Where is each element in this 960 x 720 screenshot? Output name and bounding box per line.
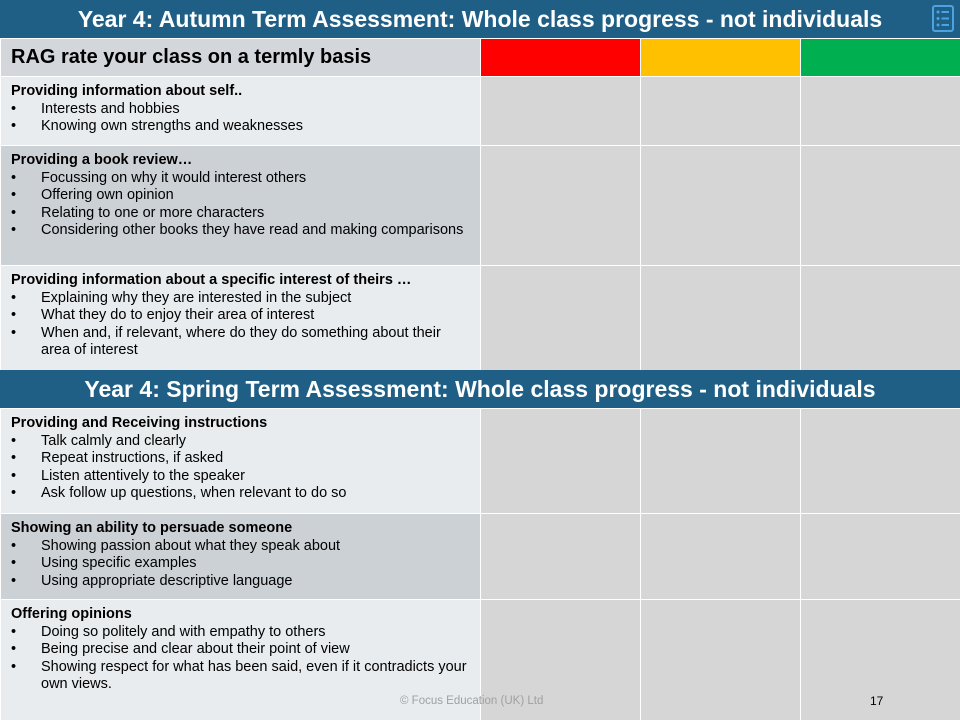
- rag-header-row: [1, 39, 960, 77]
- rating-cell-amber[interactable]: [641, 77, 801, 146]
- autumn-assessment-table: [0, 38, 960, 371]
- criteria-list: [11, 170, 470, 240]
- list-item: • Listen attentively to the speaker: [11, 468, 470, 486]
- rating-cell-red[interactable]: [481, 146, 641, 266]
- page-number: 17: [870, 694, 884, 708]
- list-item: • Using appropriate descriptive language: [11, 573, 470, 591]
- list-item: • When and, if relevant, where do they do something about their area of interest: [11, 325, 470, 360]
- criteria-list: [11, 433, 470, 503]
- rag-green-swatch: [801, 39, 960, 77]
- list-item: • Knowing own strengths and weaknesses: [11, 118, 470, 136]
- table-row: [1, 266, 960, 371]
- table-row: [1, 77, 960, 146]
- list-item: • Relating to one or more characters: [11, 205, 470, 223]
- rag-amber-swatch: [641, 39, 801, 77]
- criteria-heading: Providing a book review…: [11, 152, 193, 168]
- criteria-list: [11, 538, 470, 591]
- criteria-cell: [1, 266, 481, 371]
- list-item: • Showing passion about what they speak about: [11, 538, 470, 556]
- rating-cell-red[interactable]: [481, 409, 641, 514]
- rating-cell-amber[interactable]: [641, 146, 801, 266]
- list-item: • Offering own opinion: [11, 187, 470, 205]
- list-item: • Doing so politely and with empathy to others: [11, 624, 470, 642]
- autumn-banner: [0, 0, 960, 38]
- rag-header-label: RAG rate your class on a termly basis: [1, 39, 481, 77]
- list-item: • Interests and hobbies: [11, 101, 470, 119]
- criteria-cell: [1, 77, 481, 146]
- rating-cell-amber[interactable]: [641, 409, 801, 514]
- criteria-list: [11, 290, 470, 360]
- criteria-heading: Providing information about a specific interest of theirs …: [11, 272, 412, 288]
- list-item: • Repeat instructions, if asked: [11, 450, 470, 468]
- rating-cell-red[interactable]: [481, 266, 641, 371]
- table-row: [1, 146, 960, 266]
- list-item: • Considering other books they have read and making comparisons: [11, 222, 470, 240]
- rating-cell-green[interactable]: [801, 77, 960, 146]
- list-item: • Ask follow up questions, when relevant to do so: [11, 485, 470, 503]
- criteria-heading: Providing information about self..: [11, 83, 243, 99]
- criteria-heading: Showing an ability to persuade someone: [11, 520, 293, 536]
- rating-cell-amber[interactable]: [641, 600, 801, 720]
- criteria-cell: [1, 409, 481, 514]
- rating-cell-red[interactable]: [481, 77, 641, 146]
- spring-assessment-table: [0, 408, 960, 720]
- rag-red-swatch: [481, 39, 641, 77]
- rating-cell-green[interactable]: [801, 514, 960, 600]
- rating-cell-green[interactable]: [801, 146, 960, 266]
- list-item: • What they do to enjoy their area of interest: [11, 307, 470, 325]
- rating-cell-amber[interactable]: [641, 266, 801, 371]
- rating-cell-green[interactable]: [801, 266, 960, 371]
- footer-copyright: © Focus Education (UK) Ltd: [400, 695, 544, 707]
- table-row: [1, 514, 960, 600]
- list-item: • Talk calmly and clearly: [11, 433, 470, 451]
- list-menu-icon[interactable]: [932, 5, 954, 32]
- spring-banner: [0, 370, 960, 408]
- table-row: [1, 409, 960, 514]
- criteria-heading: Providing and Receiving instructions: [11, 415, 268, 431]
- list-item: • Using specific examples: [11, 555, 470, 573]
- criteria-list: [11, 624, 470, 694]
- spring-banner-title: Year 4: Spring Term Assessment: Whole class progress - not individuals: [84, 375, 876, 402]
- criteria-cell: [1, 514, 481, 600]
- autumn-banner-title: Year 4: Autumn Term Assessment: Whole class progress - not individuals: [77, 5, 883, 32]
- rating-cell-amber[interactable]: [641, 514, 801, 600]
- rating-cell-green[interactable]: [801, 409, 960, 514]
- list-item: • Focussing on why it would interest others: [11, 170, 470, 188]
- list-item: • Explaining why they are interested in the subject: [11, 290, 470, 308]
- list-item: • Showing respect for what has been said, even if it contradicts your own views.: [11, 659, 470, 694]
- list-item: • Being precise and clear about their point of view: [11, 641, 470, 659]
- rating-cell-red[interactable]: [481, 514, 641, 600]
- criteria-heading: Offering opinions: [11, 606, 132, 622]
- criteria-cell: [1, 146, 481, 266]
- criteria-list: [11, 101, 470, 136]
